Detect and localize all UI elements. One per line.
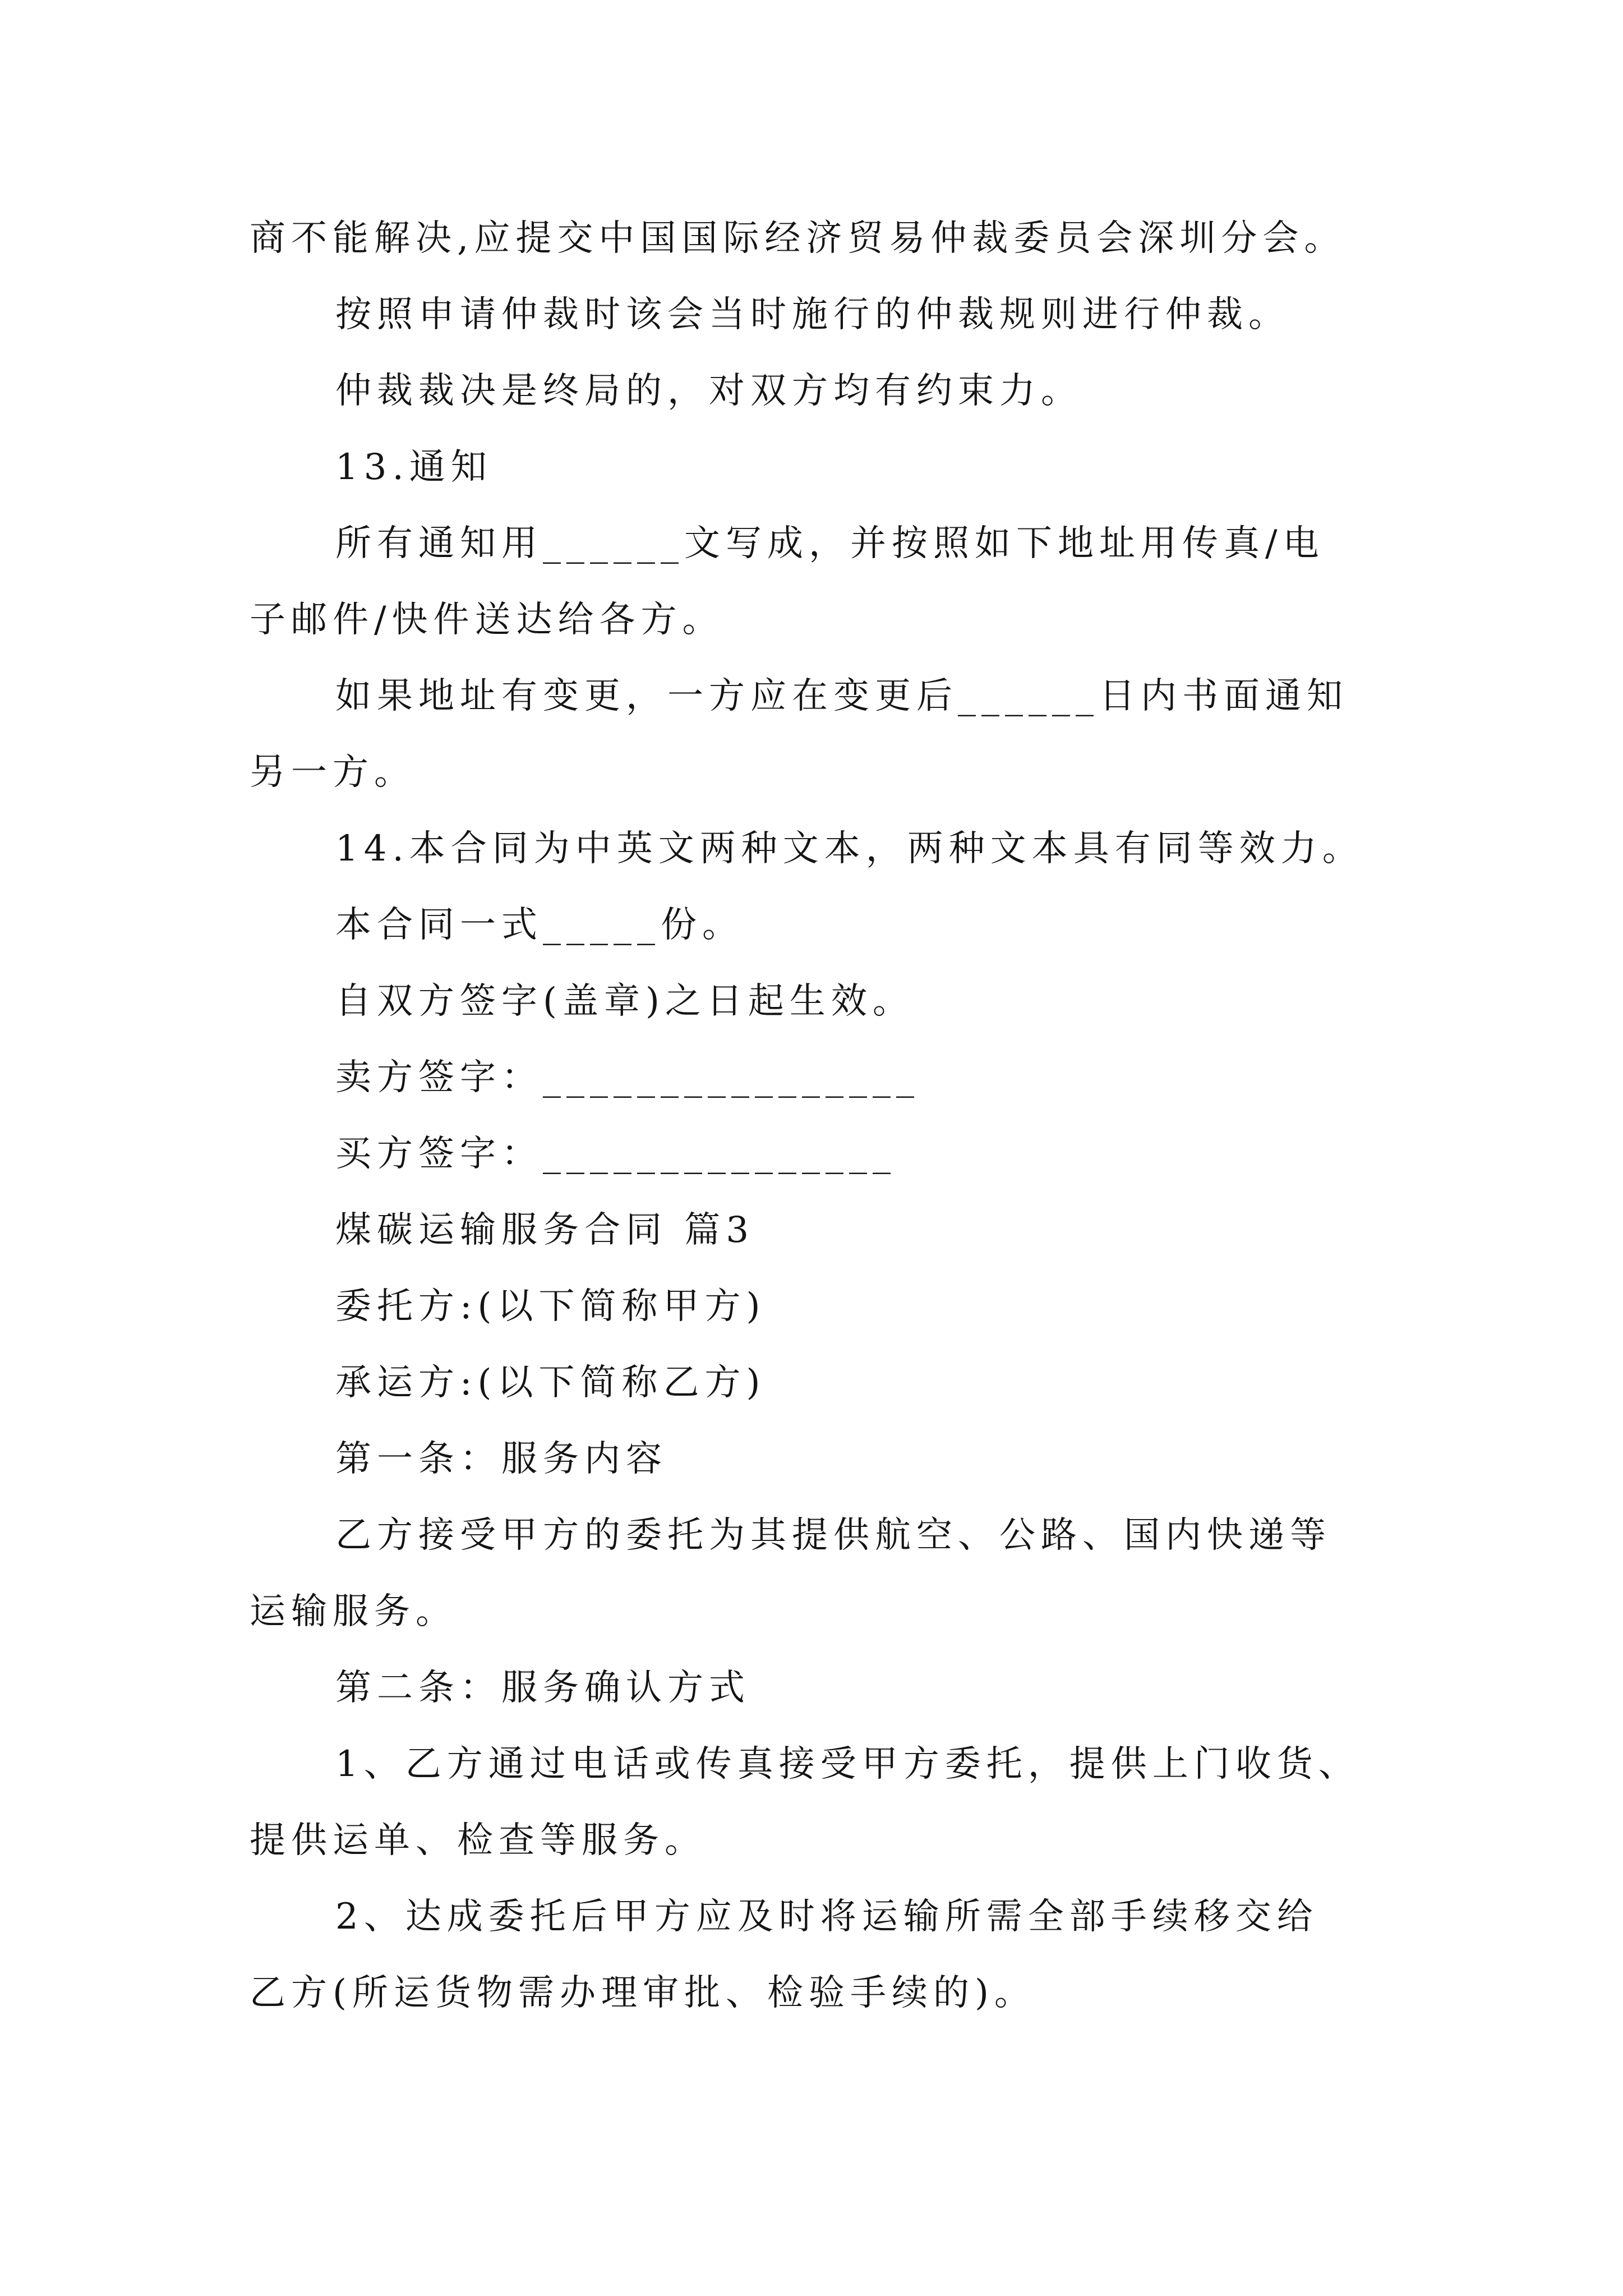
buyer-signature-line: 买方签字：_______________ [335, 1133, 896, 1175]
text-line: 商不能解决,应提交中国国际经济贸易仲裁委员会深圳分会。 [250, 218, 1346, 259]
text-line: 乙方(所运货物需办理审批、检验手续的)。 [250, 1972, 1036, 2014]
text-line: 子邮件/快件送达给各方。 [250, 599, 724, 641]
text-line: 另一方。 [250, 752, 416, 793]
section-heading: 第一条：服务内容 [335, 1438, 667, 1480]
text-line: 本合同一式_____份。 [335, 904, 744, 946]
text-line: 2、达成委托后甲方应及时将运输所需全部手续移交给 [335, 1896, 1318, 1938]
text-line: 仲裁裁决是终局的，对双方均有约束力。 [335, 370, 1082, 412]
text-line: 提供运单、检查等服务。 [250, 1820, 706, 1861]
contract-title: 煤碳运输服务合同 篇3 [335, 1209, 755, 1251]
text-line: 委托方:(以下简称甲方) [335, 1286, 766, 1327]
text-line: 自双方签字(盖章)之日起生效。 [335, 981, 914, 1022]
text-line: 所有通知用______文写成，并按照如下地址用传真/电 [335, 523, 1325, 564]
text-line: 如果地址有变更，一方应在变更后______日内书面通知 [335, 675, 1348, 717]
text-line: 1、乙方通过电话或传真接受甲方委托，提供上门收货、 [335, 1743, 1360, 1785]
section-heading: 13.通知 [335, 447, 492, 488]
text-line: 乙方接受甲方的委托为其提供航空、公路、国内快递等 [335, 1515, 1331, 1556]
text-line: 14.本合同为中英文两种文本，两种文本具有同等效力。 [335, 828, 1364, 869]
seller-signature-line: 卖方签字：________________ [335, 1057, 920, 1098]
text-line: 运输服务。 [250, 1591, 457, 1632]
section-heading: 第二条：服务确认方式 [335, 1667, 750, 1709]
text-line: 按照申请仲裁时该会当时施行的仲裁规则进行仲裁。 [335, 294, 1290, 335]
text-line: 承运方:(以下简称乙方) [335, 1362, 766, 1404]
